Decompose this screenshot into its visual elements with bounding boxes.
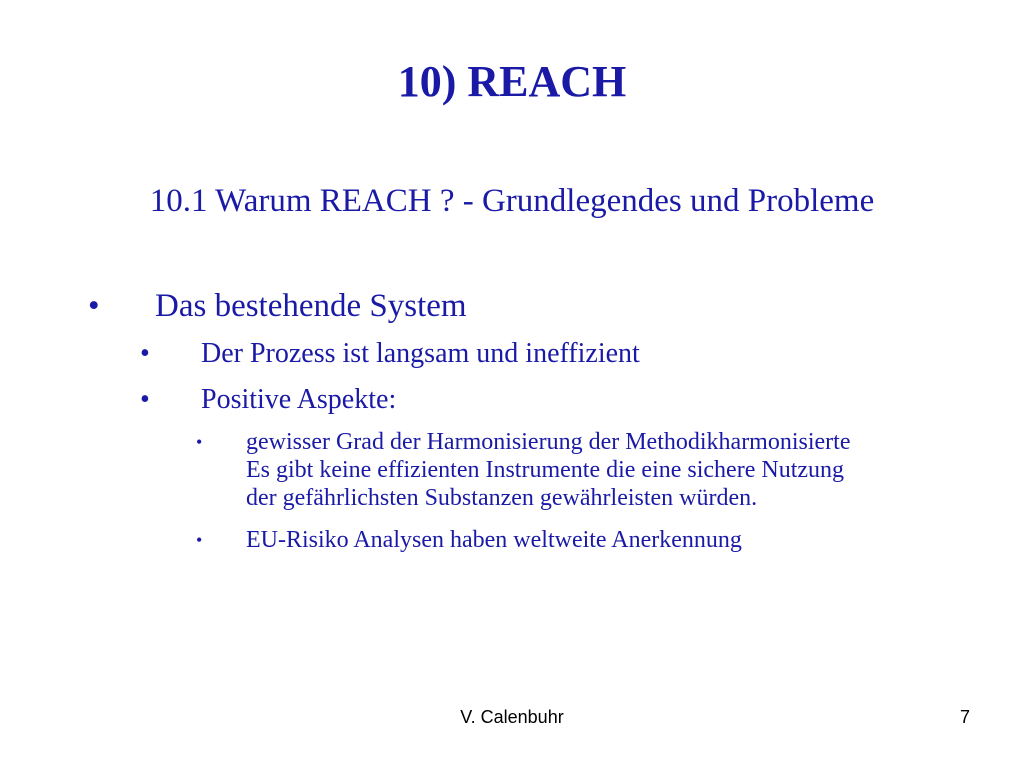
bullet-text-line: EU-Risiko Analysen haben weltweite Anerkennung: [246, 527, 742, 553]
bullet-level1-item: [88, 283, 988, 329]
bullet-level2-item: [140, 381, 1000, 419]
slide-subtitle: 10.1 Warum REACH ? - Grundlegendes und Probleme: [149, 183, 875, 219]
bullet-level3-item: [196, 526, 976, 554]
bullet-text: Das bestehende System: [155, 288, 467, 324]
slide-title: 10) REACH: [397, 57, 627, 106]
bullet-text: Positive Aspekte:: [201, 384, 397, 415]
bullet-icon: •: [140, 384, 150, 415]
bullet-text-block: [246, 526, 976, 554]
bullet-text: Der Prozess ist langsam und ineffizient: [201, 338, 640, 369]
bullet-text-line: der gefährlichsten Substanzen gewährleisten würden.: [246, 485, 758, 511]
bullet-icon: •: [140, 338, 150, 369]
bullet-level3-item: [196, 428, 976, 512]
bullet-icon: •: [88, 288, 100, 324]
bullet-text-line: Es gibt keine effizienten Instrumente die eine sichere Nutzung: [246, 457, 845, 483]
bullet-icon: •: [196, 432, 203, 452]
footer-page-number: 7: [959, 707, 970, 727]
bullet-level2-item: [140, 335, 1000, 373]
bullet-text-line: gewisser Grad der Harmonisierung der Methodikharmonisierte: [246, 429, 851, 455]
bullet-text-block: [246, 428, 976, 512]
footer-author: V. Calenbuhr: [460, 707, 564, 727]
bullet-icon: •: [196, 530, 203, 550]
